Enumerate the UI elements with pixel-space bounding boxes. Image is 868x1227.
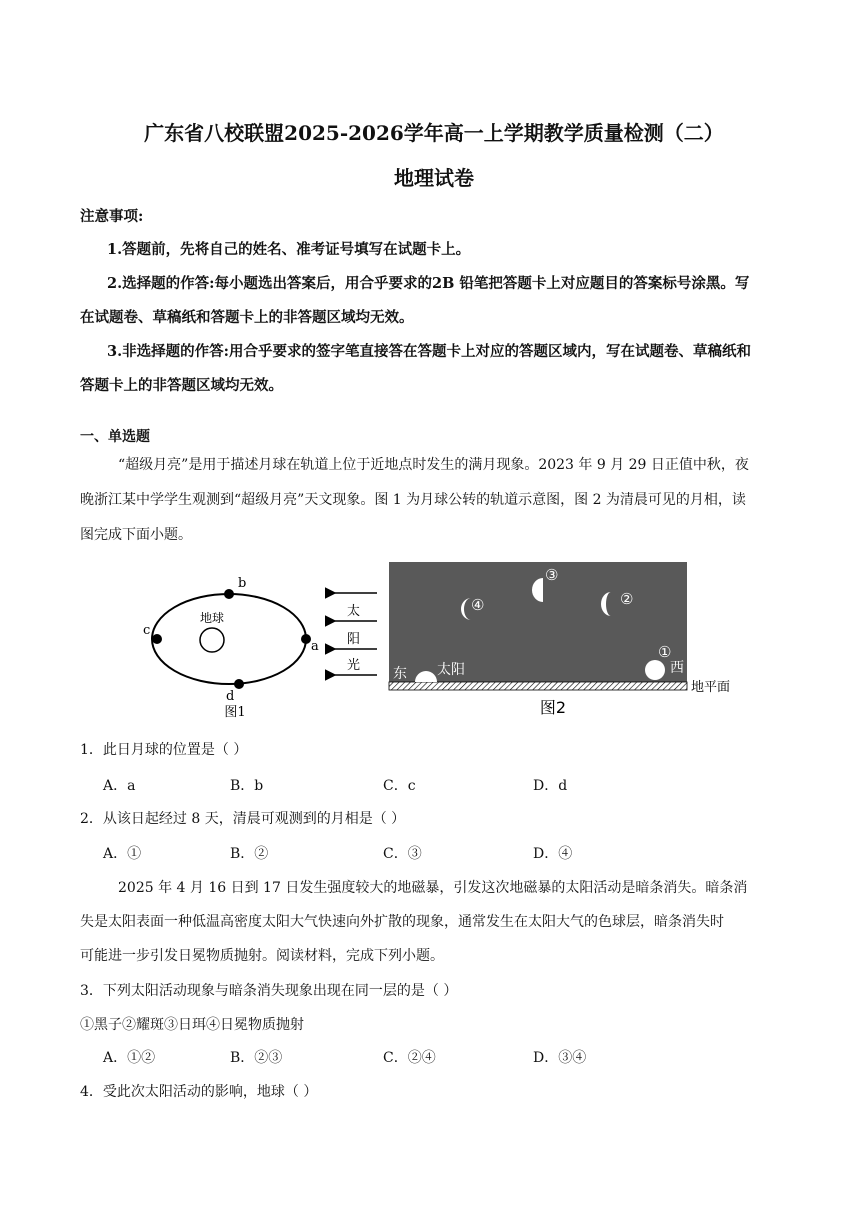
- point-label-b: b: [238, 576, 247, 591]
- moon-label-1: ①: [658, 643, 672, 661]
- orbit-point-b: [224, 589, 234, 599]
- section-heading: 一、单选题: [80, 429, 150, 445]
- question1-option-c: C．c: [383, 778, 416, 794]
- passage1-line-1: “超级月亮”是用于描述月球在轨道上位于近地点时发生的满月现象。2023 年 9 月 29 日正值中秋，夜: [118, 457, 749, 473]
- passage2-line-1: 2025 年 4 月 16 日到 17 日发生强度较大的地磁暴，引发这次地磁暴的太阳活动是暗条消失。暗条消: [118, 880, 748, 896]
- question2-option-b: B．②: [230, 846, 269, 862]
- question2-option-d: D．④: [533, 846, 573, 862]
- question3-option-a: A．①②: [103, 1050, 156, 1066]
- earth-circle: [200, 628, 224, 652]
- notice-item-2: 2.选择题的作答:每小题选出答案后，用合乎要求的2B 铅笔把答题卡上对应题目的答案标号涂黑。写: [107, 275, 750, 292]
- question2-option-a: A．①: [103, 846, 142, 862]
- question2-stem: 2．从该日起经过 8 天，清晨可观测到的月相是（ ）: [80, 811, 406, 827]
- east-label: 东: [393, 666, 407, 682]
- question3-option-c: C．②④: [383, 1050, 436, 1066]
- sunlight-char-1: 太: [347, 604, 361, 619]
- west-label: 西: [670, 660, 684, 676]
- sun-label: 太阳: [437, 662, 465, 678]
- notice-item-3: 3.非选择题的作答:用合乎要求的签字笔直接答在答题卡上对应的答题区域内，写在试题卷、草稿纸和: [107, 343, 751, 360]
- page-title: 广东省八校联盟2025-2026学年高一上学期教学质量检测（二）: [144, 121, 724, 145]
- horizon-ground: [389, 682, 687, 690]
- figure1-caption: 图1: [224, 705, 246, 720]
- notice-heading: 注意事项:: [80, 208, 144, 225]
- figure2-caption: 图2: [539, 698, 567, 717]
- question3-list: ①黑子②耀斑③日珥④日冕物质抛射: [80, 1017, 304, 1033]
- sunlight-char-3: 光: [347, 658, 361, 673]
- figure2-moon-phases: [385, 560, 765, 725]
- question1-stem: 1．此日月球的位置是（ ）: [80, 742, 248, 758]
- question1-option-b: B．b: [230, 778, 264, 794]
- question1-option-d: D．d: [533, 778, 568, 794]
- question3-option-b: B．②③: [230, 1050, 283, 1066]
- notice-item-3-cont: 答题卡上的非答题区域均无效。: [80, 377, 283, 394]
- passage2-line-3: 可能进一步引发日冕物质抛射。阅读材料，完成下列小题。: [80, 948, 444, 964]
- question3-stem: 3．下列太阳活动现象与暗条消失现象出现在同一层的是（ ）: [80, 983, 458, 999]
- moon-phase-1: [645, 660, 665, 680]
- earth-label: 地球: [199, 611, 225, 625]
- passage2-line-2: 失是太阳表面一种低温高密度太阳大气快速向外扩散的现象，通常发生在太阳大气的色球层，暗条消失时: [80, 914, 724, 930]
- passage1-line-3: 图完成下面小题。: [80, 527, 192, 543]
- horizon-label: 地平面: [691, 680, 731, 695]
- notice-item-1: 1.答题前，先将自己的姓名、准考证号填写在试题卡上。: [107, 241, 471, 258]
- point-label-c: c: [143, 623, 151, 638]
- point-label-a: a: [311, 639, 319, 654]
- moon-label-3: ③: [545, 566, 559, 584]
- page-subtitle: 地理试卷: [394, 166, 474, 190]
- question3-option-d: D．③④: [533, 1050, 587, 1066]
- moon-label-4: ④: [471, 596, 485, 614]
- notice-item-2-cont: 在试题卷、草稿纸和答题卡上的非答题区域均无效。: [80, 309, 414, 326]
- sunlight-arrows: [325, 585, 385, 685]
- point-label-d: d: [226, 689, 235, 704]
- orbit-point-a: [301, 634, 311, 644]
- passage1-line-2: 晚浙江某中学学生观测到“超级月亮”天文现象。图 1 为月球公转的轨道示意图，图 2 为清晨可见的月相，读: [80, 492, 746, 508]
- sunlight-char-2: 阳: [347, 632, 361, 647]
- question2-option-c: C．③: [383, 846, 422, 862]
- question4-stem: 4．受此次太阳活动的影响，地球（ ）: [80, 1084, 318, 1100]
- moon-label-2: ②: [620, 590, 634, 608]
- orbit-point-d: [234, 679, 244, 689]
- orbit-point-c: [152, 634, 162, 644]
- question1-option-a: A．a: [103, 778, 136, 794]
